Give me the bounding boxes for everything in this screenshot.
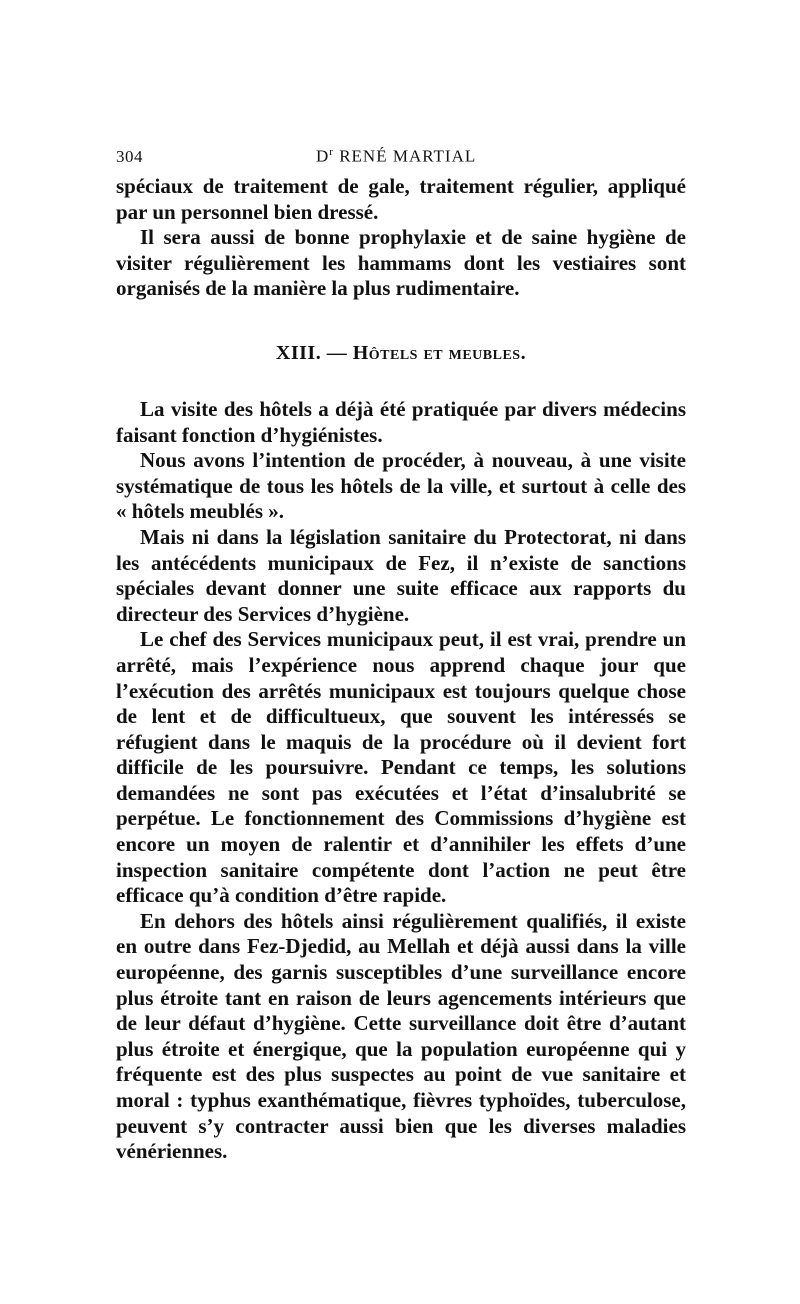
author-prefix: D xyxy=(316,146,330,166)
section-number: XIII. — xyxy=(275,341,353,364)
book-page xyxy=(116,146,686,1165)
paragraph: Il sera aussi de bonne prophylaxie et de saine hygiène de visiter régulièrement les hammams dont les vestiaires sont organisés de la manière la plus rudimentaire. xyxy=(116,225,686,301)
running-head xyxy=(116,146,686,174)
body-text-top xyxy=(116,174,686,302)
paragraph: La visite des hôtels a déjà été pratiquée par divers médecins faisant fonction d’hygiénistes. xyxy=(116,396,686,447)
page-number: 304 xyxy=(116,146,143,166)
section-title: Hôtels et meubles. xyxy=(352,341,527,364)
paragraph: Nous avons l’intention de procéder, à nouveau, à une visite systématique de tous les hôtels de la ville, et surtout à celle des « hôtels meublés ». xyxy=(116,448,686,524)
paragraph: En dehors des hôtels ainsi régulièrement qualifiés, il existe en outre dans Fez-Djedid, au Mellah et déjà aussi dans la ville européenne, des garnis susceptibles d’une surveillance encore plus étroite tant en raison de leurs agencements intérieurs que de leur défaut d’hygiène. Cette surveillance doit être d’autant plus étroite et énergique, que la population européenne qui y fréquente est des plus suspectes au point de vue sanitaire et moral : typhus exanthématique, fièvres typhoïdes, tuberculose, peuvent s’y contracter aussi bien que les diverses maladies vénériennes. xyxy=(116,908,686,1164)
section-heading xyxy=(116,342,686,365)
paragraph: Le chef des Services municipaux peut, il est vrai, prendre un arrêté, mais l’expérience nous apprend chaque jour que l’exécution des arrêtés municipaux est toujours quelque chose de lent et de difficultueux, que souvent les intéressés se réfugient dans le maquis de la procédure où il devient fort difficile de les poursuivre. Pendant ce temps, les solutions demandées ne sont pas exécutées et l’état d’insalubrité se perpétue. Le fonctionnement des Commissions d’hygiène est encore un moyen de ralentir et d’annihiler les effets d’une inspection sanitaire compétente dont l’action ne peut être efficace qu’à condition d’être rapide. xyxy=(116,627,686,908)
author-prefix-superscript: r xyxy=(329,146,334,158)
paragraph-continued: spéciaux de traitement de gale, traitement régulier, appliqué par un personnel bien dressé. xyxy=(116,174,686,224)
author-name: RENÉ MARTIAL xyxy=(333,146,477,166)
running-title xyxy=(316,146,476,167)
paragraph: Mais ni dans la législation sanitaire du Protectorat, ni dans les antécédents municipaux de Fez, il n’existe de sanctions spéciales devant donner une suite efficace aux rapports du directeur des Services d’hygiène. xyxy=(116,524,686,626)
body-text-main xyxy=(116,397,686,1165)
